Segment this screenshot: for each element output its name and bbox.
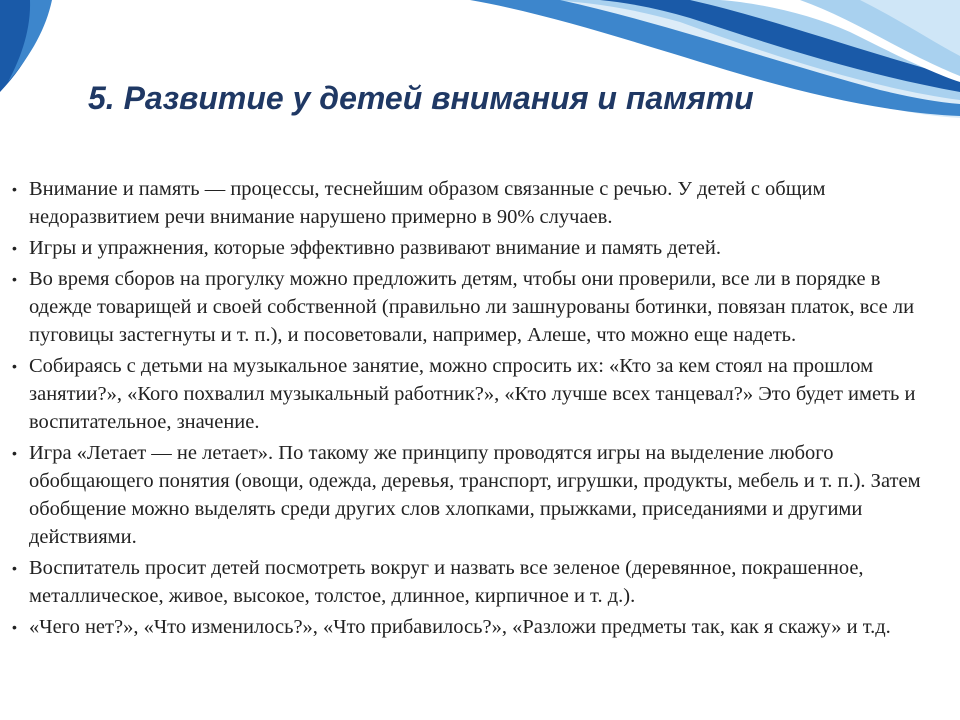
bullet-marker: • [12, 560, 17, 576]
bullet-marker: • [12, 358, 17, 374]
bullet-item [12, 613, 947, 641]
bullet-text: Воспитатель просит детей посмотреть вокруг и назвать все зеленое (деревянное, покрашенное, металлическое, живое, высокое, толстое, длинное, кирпичное и т. д.). [29, 557, 864, 607]
bullet-marker: • [12, 445, 17, 461]
bullet-item [12, 554, 947, 610]
bullet-item [12, 265, 947, 349]
bullet-text: Игра «Летает — не летает». По такому же принципу проводятся игры на выделение любого обобщающего понятия (овощи, одежда, деревья, транспорт, игрушки, продукты, мебель и т. п.). Затем обобщение можно выделять среди других слов хлопками, прыжками, приседаниями и другими действиями. [29, 442, 921, 548]
bullet-text: Собираясь с детьми на музыкальное занятие, можно спросить их: «Кто за кем стоял на прошлом занятии?», «Кого похвалил музыкальный работник?», «Кто лучше всех танцевал?» Это будет иметь и воспитательное, значение. [29, 355, 916, 433]
bullet-text: Во время сборов на прогулку можно предложить детям, чтобы они проверили, все ли в порядке в одежде товарищей и своей собственной (правильно ли зашнурованы ботинки, повязан платок, все ли пуговицы застегнуты и т. п.), и посоветовали, например, Алеше, что можно еще надеть. [29, 268, 915, 346]
bullet-marker: • [12, 181, 17, 197]
slide-title: 5. Развитие у детей внимания и памяти [88, 80, 754, 116]
bullet-marker: • [12, 619, 17, 635]
bullet-item [12, 175, 947, 231]
bullet-item [12, 234, 947, 262]
bullet-list [12, 175, 947, 644]
bullet-text: «Чего нет?», «Что изменилось?», «Что прибавилось?», «Разложи предметы так, как я скажу» и т.д. [29, 616, 891, 638]
bullet-marker: • [12, 271, 17, 287]
bullet-text: Игры и упражнения, которые эффективно развивают внимание и память детей. [29, 237, 721, 259]
bullet-marker: • [12, 240, 17, 256]
bullet-item [12, 439, 947, 551]
bullet-item [12, 352, 947, 436]
bullet-text: Внимание и память — процессы, теснейшим образом связанные с речью. У детей с общим недоразвитием речи внимание нарушено примерно в 90% случаев. [29, 178, 826, 228]
